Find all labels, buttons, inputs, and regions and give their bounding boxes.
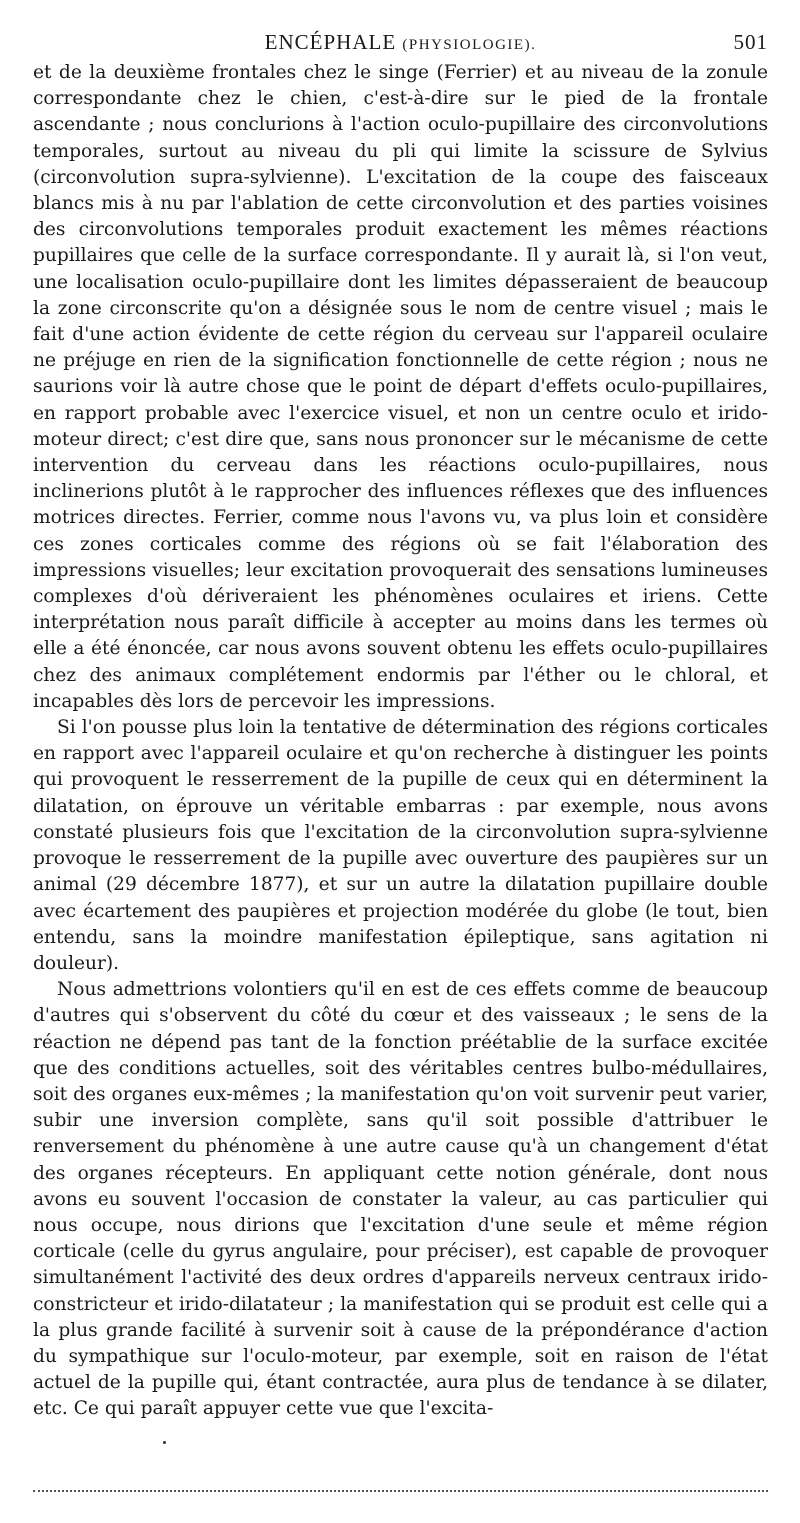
paragraph-1: et de la deuxième frontales chez le singe (Ferrier) et au niveau de la zonule correspondante chez le chien, c'est-à-dire sur le pied de la frontale ascendante ; nous conclurions à l'action oculo-pupillaire des circonvolutions temporales, surtout au niveau du pli qui limite la scissure de Sylvius (circonvolution supra-sylvienne). L'excitation de la coupe des faisceaux blancs mis à nu par l'ablation de cette circonvolution et des parties voisines des circonvolutions temporales produit exactement les mêmes réactions pupillaires que celle de la surface correspondante. Il y aurait là, si l'on veut, une localisation oculo-pupillaire dont les limites dépasseraient de beaucoup la zone circonscrite qu'on a désignée sous le nom de centre visuel ; mais le fait d'une action évidente de cette région du cerveau sur l'appareil oculaire ne préjuge en rien de la signification fonctionnelle de cette région ; nous ne saurions voir là autre chose que le point de départ d'effets oculo-pupillaires, en rapport probable avec l'exercice visuel, et non un centre oculo et irido-moteur direct; c'est dire que, sans nous prononcer sur le mécanisme de cette intervention du cerveau dans les réactions oculo-pupillaires, nous inclinerions plutôt à le rapprocher des influences réflexes que des influences motrices directes. Ferrier, comme nous l'avons vu, va plus loin et considère ces zones corticales comme des régions où se fait l'élaboration des impressions visuelles; leur excitation provoquerait des sensations lumineuses complexes d'où dériveraient les phénomènes oculaires et iriens. Cette interprétation nous paraît difficile à accepter au moins dans les termes où elle a été énoncée, car nous avons souvent obtenu les effets oculo-pupillaires chez des animaux complétement endormis par l'éther ou le chloral, et incapables dès lors de percevoir les impressions. <box>33 62 768 712</box>
paragraph-3: Nous admettrions volontiers qu'il en est de ces effets comme de beaucoup d'autres qui s'observent du côté du cœur et des vaisseaux ; le sens de la réaction ne dépend pas tant de la fonction préétablie de la surface excitée que des conditions actuelles, soit des véritables centres bulbo-médullaires, soit des organes eux-mêmes ; la manifestation qu'on voit survenir peut varier, subir une inversion complète, sans qu'il soit possible d'attribuer le renversement du phénomène à une autre cause qu'à un changement d'état des organes récepteurs. En appliquant cette notion générale, dont nous avons eu souvent l'occasion de constater la valeur, au cas particulier qui nous occupe, nous dirions que l'excitation d'une seule et même région corticale (celle du gyrus angulaire, pour préciser), est capable de provoquer simultanément l'activité des deux ordres d'appareils nerveux centraux irido-constricteur et irido-dilatateur ; la manifestation qui se produit est celle qui a la plus grande facilité à survenir soit à cause de la prépondérance d'action du sympathique sur l'oculo-moteur, par exemple, soit en raison de l'état actuel de la pupille qui, étant contractée, aura plus de tendance à se dilater, etc. Ce qui paraît appuyer cette vue que l'excita- <box>33 979 768 1420</box>
footer-dotted-rule <box>33 1490 768 1492</box>
body-text <box>33 60 768 1423</box>
running-title <box>33 30 768 55</box>
paragraph-2: Si l'on pousse plus loin la tentative de détermination des régions corticales en rapport avec l'appareil oculaire et qu'on recherche à distinguer les points qui provoquent le resserrement de la pupille de ceux qui en déterminent la dilatation, on éprouve un véritable embarras : par exemple, nous avons constaté plusieurs fois que l'excitation de la circonvolution supra-sylvienne provoque le resserrement de la pupille avec ouverture des paupières sur un animal (29 décembre 1877), et sur un autre la dilatation pupillaire double avec écartement des paupières et projection modérée du globe (le tout, bien entendu, sans la moindre manifestation épileptique, sans agitation ni douleur). <box>33 717 768 974</box>
running-title-main: ENCÉPHALE <box>264 30 397 54</box>
stray-dot <box>163 1441 166 1444</box>
page <box>33 30 768 1423</box>
running-head <box>33 30 768 60</box>
page-number: 501 <box>733 30 768 54</box>
running-title-subtitle: (PHYSIOLOGIE). <box>402 37 537 53</box>
